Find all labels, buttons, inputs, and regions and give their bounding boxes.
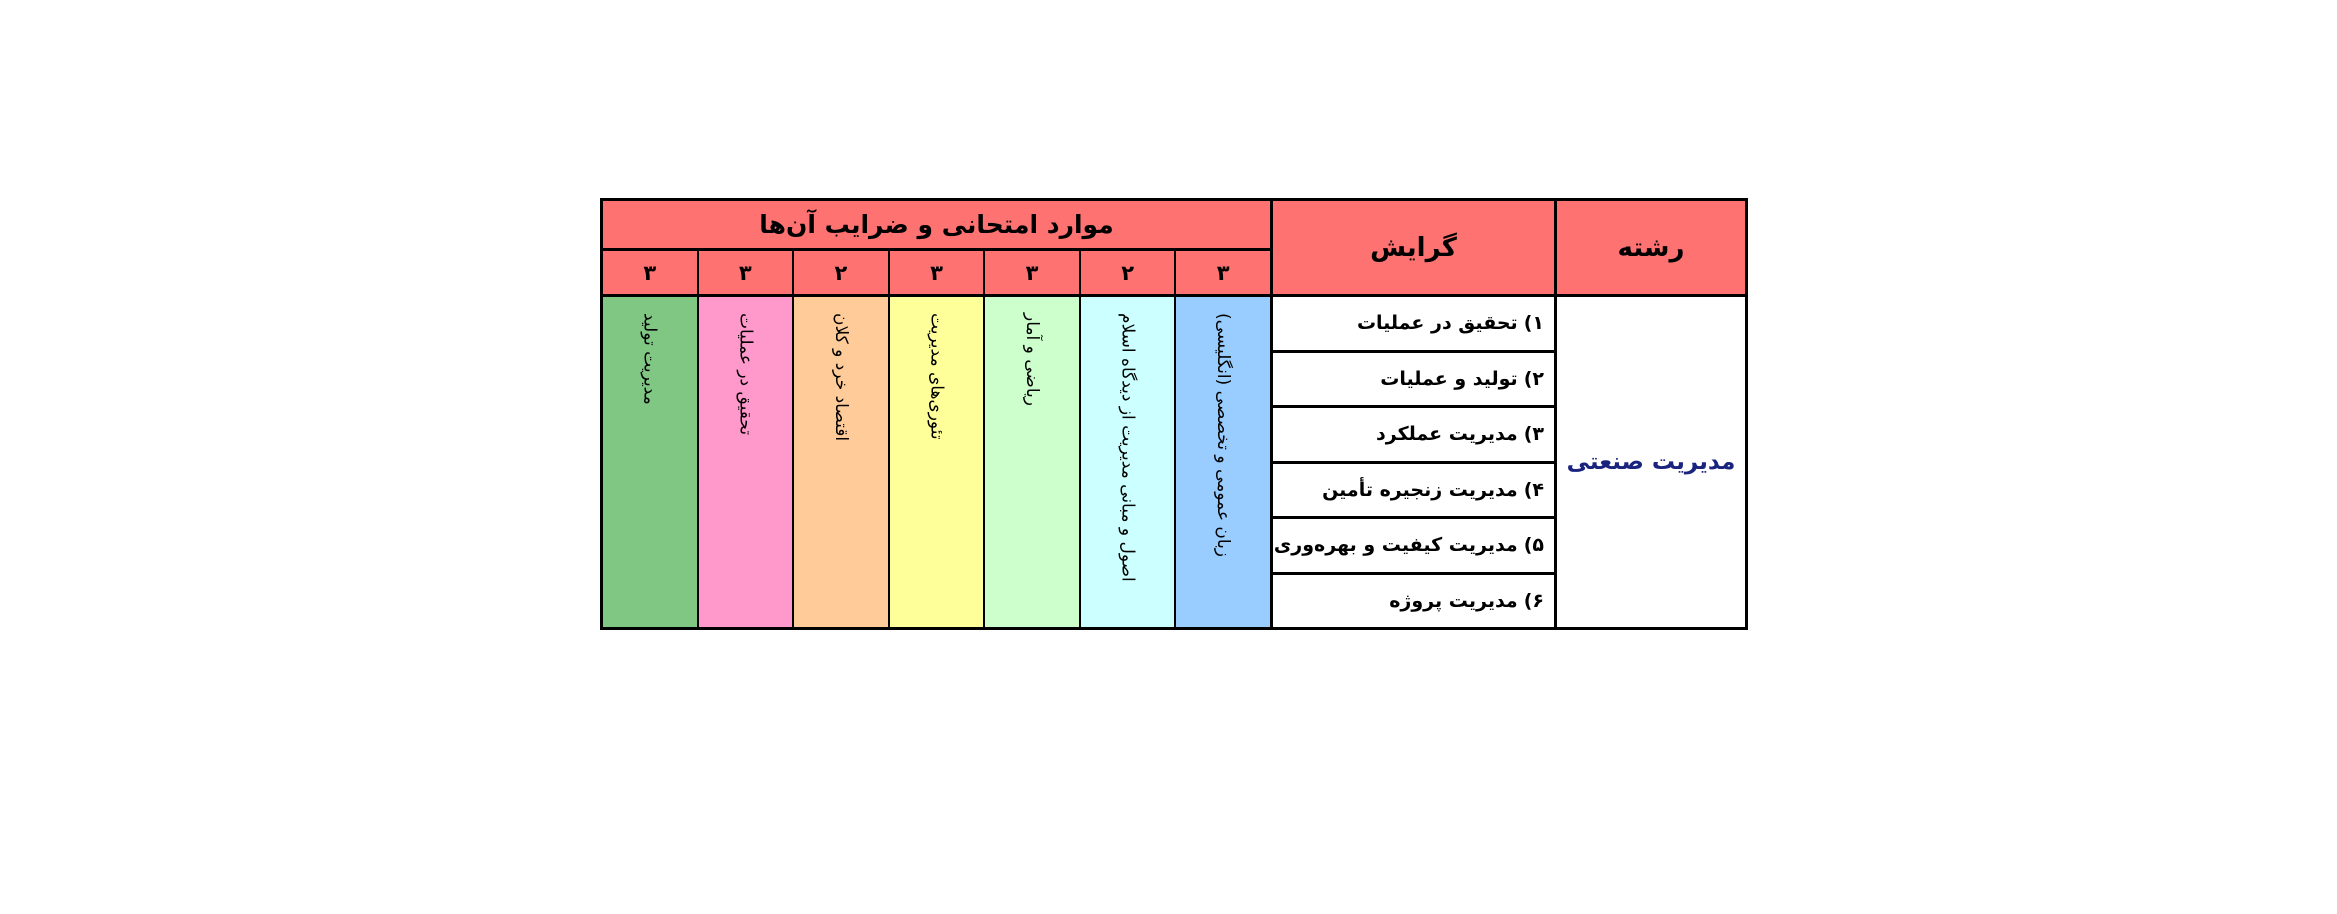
orientation-column <box>1270 201 1554 627</box>
subjects-row <box>603 297 1270 627</box>
orientation-number: ۴) <box>1523 478 1544 501</box>
orientation-item <box>1273 575 1554 628</box>
major-column <box>1554 201 1745 627</box>
orientation-item <box>1273 408 1554 464</box>
subject-cell <box>1174 297 1270 627</box>
orientation-number: ۳) <box>1523 423 1544 446</box>
exams-header: موارد امتحانی و ضرایب آن‌ها <box>603 201 1270 251</box>
orientation-label: مدیریت زنجیره تأمین <box>1322 478 1518 501</box>
subject-cell <box>697 297 793 627</box>
coefficient-cell: ۳ <box>603 251 697 294</box>
subject-cell <box>888 297 984 627</box>
orientation-item <box>1273 353 1554 409</box>
coefficients-row <box>603 251 1270 297</box>
orientation-number: ۲) <box>1523 367 1544 390</box>
subject-label: مدیریت تولید <box>639 313 660 405</box>
subject-label: تئوری‌های مدیریت <box>926 313 947 440</box>
major-cell <box>1557 297 1745 627</box>
orientation-number: ۱) <box>1523 312 1544 335</box>
major-header: رشته <box>1557 201 1745 297</box>
subject-label: ریاضی و آمار <box>1022 313 1043 406</box>
coefficient-cell: ۳ <box>697 251 793 294</box>
orientation-item <box>1273 519 1554 575</box>
coefficient-cell: ۳ <box>983 251 1079 294</box>
major-name: مدیریت صنعتی <box>1566 449 1736 475</box>
orientation-label: مدیریت کیفیت و بهره‌وری <box>1273 534 1518 557</box>
orientation-label: تحقیق در عملیات <box>1356 312 1518 335</box>
subject-label: تحقیق در عملیات <box>735 313 756 436</box>
orientation-item <box>1273 297 1554 353</box>
orientation-label: مدیریت پروژه <box>1389 589 1518 612</box>
orientation-number: ۵) <box>1523 534 1544 557</box>
subject-cell <box>983 297 1079 627</box>
subject-cell <box>1079 297 1175 627</box>
exams-section <box>603 201 1270 627</box>
coefficient-cell: ۳ <box>888 251 984 294</box>
coefficient-cell: ۲ <box>1079 251 1175 294</box>
orientation-list <box>1273 297 1554 627</box>
subject-label: اصول و مبانی مدیریت از دیدگاه اسلام <box>1117 313 1138 582</box>
exam-table <box>600 198 1748 630</box>
subject-label: اقتصاد خرد و کلان <box>830 313 851 442</box>
orientation-item <box>1273 464 1554 520</box>
coefficient-cell: ۲ <box>792 251 888 294</box>
coefficient-cell: ۳ <box>1174 251 1270 294</box>
subject-label: زبان عمومی و تخصصی (انگلیسی) <box>1213 313 1234 558</box>
orientation-number: ۶) <box>1523 589 1544 612</box>
orientation-label: تولید و عملیات <box>1380 367 1518 390</box>
orientation-header: گرایش <box>1273 201 1554 297</box>
subject-cell <box>603 297 697 627</box>
subject-cell <box>792 297 888 627</box>
orientation-label: مدیریت عملکرد <box>1376 423 1518 446</box>
